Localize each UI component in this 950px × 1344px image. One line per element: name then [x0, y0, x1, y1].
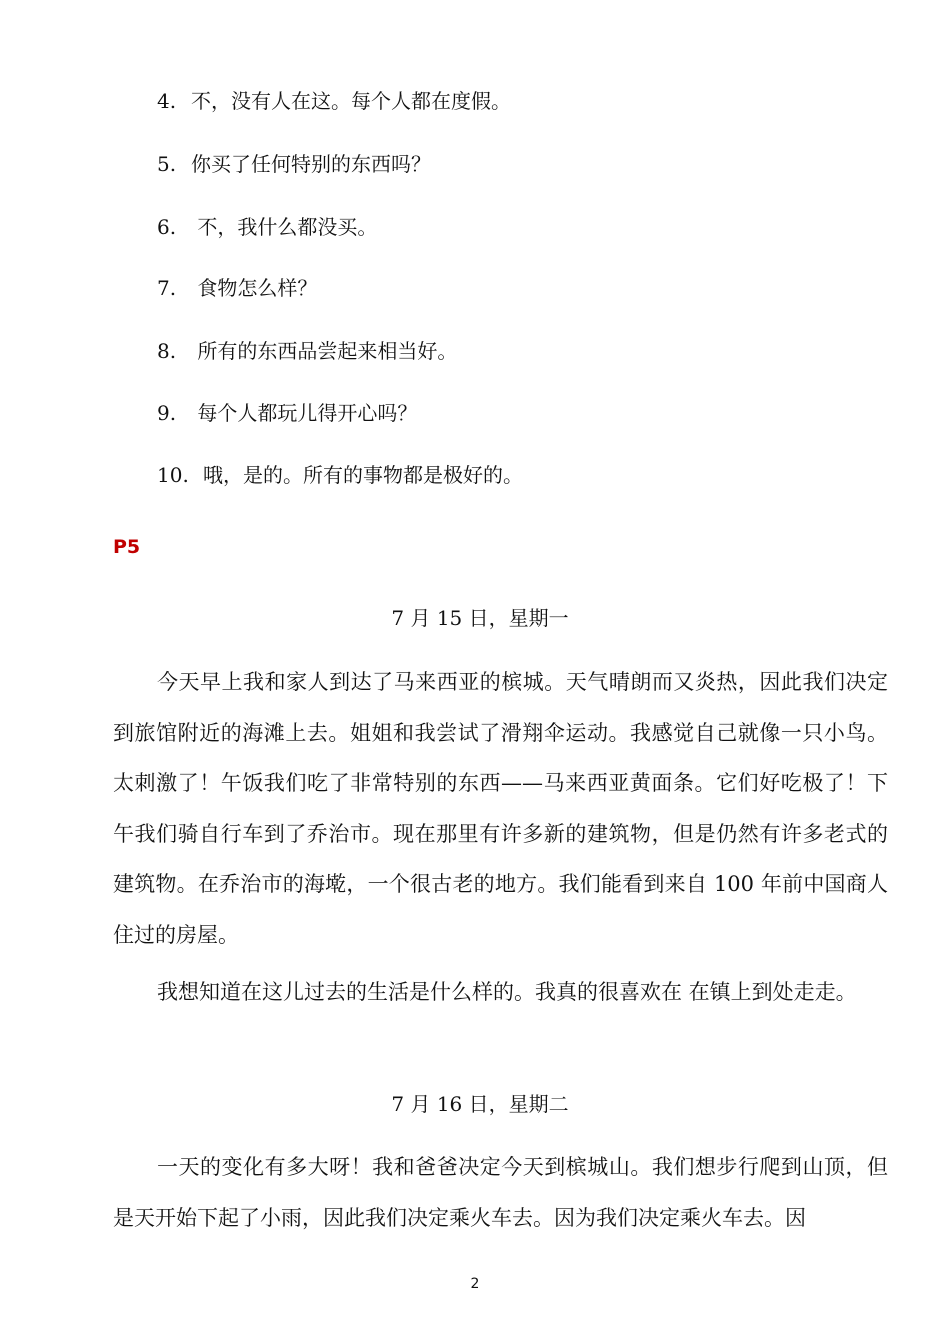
- dialogue-line: [157, 87, 511, 115]
- line-number: 8.: [157, 339, 177, 363]
- dialogue-line: [157, 337, 457, 365]
- line-text: 你买了任何特别的东西吗？: [191, 152, 431, 176]
- line-text: 食物怎么样？: [191, 276, 318, 300]
- diary-date-heading: 7 月 16 日，星期二: [391, 1092, 569, 1116]
- diary-paragraph: 今天早上我和家人到达了马来西亚的槟城。天气晴朗而又炎热，因此我们决定到旅馆附近的海滩上去。姐姐和我尝试了滑翔伞运动。我感觉自己就像一只小鸟。太刺激了！午饭我们吃了非常特别的东西——马来西亚黄面条。它们好吃极了！下午我们骑自行车到了乔治市。现在那里有许多新的建筑物，但是仍然有许多老式的建筑物。在乔治市的海墘，一个很古老的地方。我们能看到来自 100 年前中国商人住过的房屋。: [113, 670, 888, 947]
- diary-date-heading: 7 月 15 日，星期一: [391, 606, 569, 630]
- line-number: 5.: [157, 152, 177, 176]
- line-text: 不，没有人在这。每个人都在度假。: [191, 89, 511, 113]
- dialogue-line: [157, 274, 317, 302]
- diary-paragraph: 一天的变化有多大呀！我和爸爸决定今天到槟城山。我们想步行爬到山顶，但是天开始下起了小雨，因此我们决定乘火车去。因为我们决定乘火车去。因: [113, 1155, 888, 1230]
- line-number: 6.: [157, 215, 177, 239]
- line-number: 4.: [157, 89, 177, 113]
- section-label: P5: [113, 536, 141, 558]
- dialogue-line: [157, 213, 377, 241]
- dialogue-line: [157, 461, 523, 489]
- line-text: 哦，是的。所有的事物都是极好的。: [203, 463, 523, 487]
- diary-paragraph: 我想知道在这儿过去的生活是什么样的。我真的很喜欢在 在镇上到处走走。: [157, 980, 857, 1004]
- line-number: 9.: [157, 401, 177, 425]
- page-number: 2: [470, 1276, 480, 1292]
- dialogue-line: [157, 399, 417, 427]
- line-text: 不，我什么都没买。: [191, 215, 378, 239]
- dialogue-line: [157, 150, 431, 178]
- line-text: 每个人都玩儿得开心吗？: [191, 401, 418, 425]
- line-text: 所有的东西品尝起来相当好。: [191, 339, 458, 363]
- line-number: 10.: [157, 463, 189, 487]
- line-number: 7.: [157, 276, 177, 300]
